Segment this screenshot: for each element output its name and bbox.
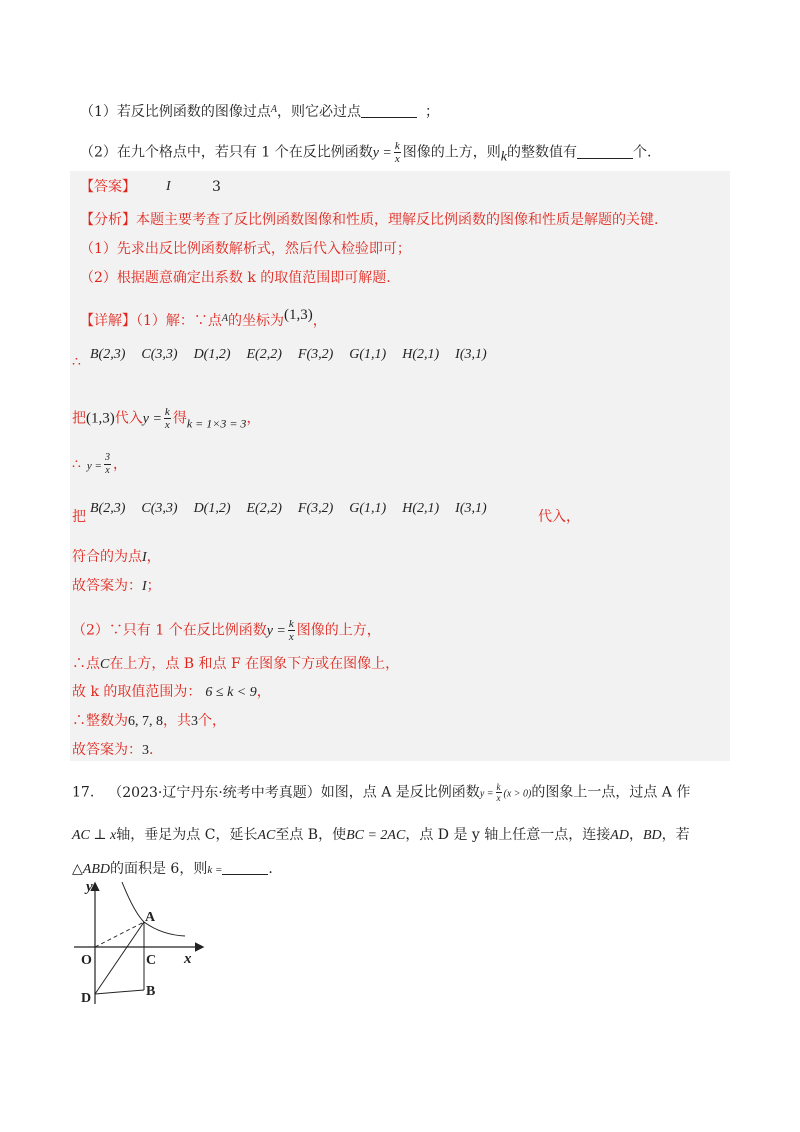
label-x: x bbox=[184, 951, 192, 967]
analysis-step-2: （2）根据题意确定出系数 k 的取值范围即可解题. bbox=[80, 270, 391, 286]
detail-line-11: ∴整数为6, 7, 8，共3个， bbox=[72, 713, 226, 729]
detail-therefore-1: ∴ bbox=[72, 354, 81, 370]
q17-line-2: AC ⊥ x轴，垂足为点 C，延长AC至点 B，使BC = 2AC，点 D 是 y 轴上任意一点，连接AD，BD，若 bbox=[72, 827, 690, 843]
q17-line-3: △ABD的面积是 6，则k = . bbox=[72, 861, 273, 877]
point-e: E(2,2) bbox=[246, 347, 282, 362]
points-list-1 bbox=[90, 346, 503, 364]
dashed-oa bbox=[95, 922, 144, 947]
detail-line-1: 【详解】（1）解：∵点$^A$的坐标为(1,3)， bbox=[80, 307, 327, 329]
point-a: A bbox=[270, 104, 278, 115]
detail-line-12: 故答案为：3. bbox=[72, 742, 154, 758]
detail-line-7: 故答案为：I； bbox=[72, 578, 161, 594]
label-o: O bbox=[81, 953, 92, 968]
detail-line-8: （2）∵只有 1 个在反比例函数y = $\frac{k}{x}$ 图像的上方， bbox=[72, 618, 381, 643]
q16-part2: （2）在九个格点中，若只有 1 个在反比例函数y = $\frac{k}{x}$ 图像的上方，则k的整数值有 个. bbox=[80, 140, 652, 165]
point-b: B(2,3) bbox=[90, 347, 126, 362]
detail-line-5-tail: 代入， bbox=[538, 509, 580, 525]
detail-line-3: 把(1,3)代入y = $\frac{k}{x}$ 得k = 1×3 = 3， bbox=[72, 406, 261, 431]
point-f: F(3,2) bbox=[297, 347, 334, 362]
fraction-k-over-x: $\frac{k}{x}$ bbox=[394, 140, 400, 165]
answer-1: I bbox=[166, 179, 171, 194]
segment-db bbox=[95, 990, 144, 994]
detail-line-5-lead: 把 bbox=[72, 509, 86, 525]
detail-line-4: ∴ y = $\frac{3}{x}$ ， bbox=[72, 452, 127, 476]
label-c: C bbox=[146, 953, 157, 968]
answer-2: 3 bbox=[212, 179, 221, 195]
q17-figure bbox=[72, 878, 212, 1008]
q17-line-1: 17. （2023·辽宁丹东·统考中考真题）如图，点 A 是反比例函数y = $\frac{k}{x}$ (x > 0)的图象上一点，过点 A 作 bbox=[72, 782, 691, 803]
segment-ad bbox=[95, 922, 144, 994]
detail-label: 【详解】 bbox=[80, 313, 136, 329]
q16-part1: （1）若反比例函数的图像过点$^A$，则它必过点 ； bbox=[80, 104, 440, 120]
label-d: D bbox=[81, 991, 92, 1006]
detail-line-9: ∴点C在上方，点 B 和点 F 在图象下方或在图像上， bbox=[72, 656, 400, 672]
q17-number: 17. bbox=[72, 784, 95, 801]
label-a: A bbox=[145, 910, 156, 925]
label-y: y bbox=[86, 879, 93, 895]
point-d: D(1,2) bbox=[193, 347, 231, 362]
label-b: B bbox=[146, 984, 156, 999]
hyperbola-curve bbox=[122, 882, 185, 936]
point-g: G(1,1) bbox=[349, 347, 387, 362]
detail-line-6: 符合的为点I， bbox=[72, 549, 161, 565]
q17-answer-blank[interactable] bbox=[222, 862, 268, 875]
answer-blank-1[interactable] bbox=[361, 105, 417, 118]
q17-source: （2023·辽宁丹东·统考中考真题） bbox=[108, 784, 321, 801]
answer-label: 【答案】 bbox=[80, 179, 136, 195]
point-c: C(3,3) bbox=[141, 347, 178, 362]
analysis-line: 【分析】本题主要考查了反比例函数图像和性质，理解反比例函数的图像和性质是解题的关键. bbox=[80, 212, 659, 228]
point-i: I(3,1) bbox=[455, 347, 487, 362]
points-list-2: B(2,3) C(3,3) D(1,2) E(2,2) F(3,2) G(1,1) H(2,1) I(3,1) bbox=[90, 501, 487, 516]
point-h: H(2,1) bbox=[402, 347, 440, 362]
answer-blank-2[interactable] bbox=[577, 146, 633, 159]
analysis-label: 【分析】 bbox=[80, 212, 136, 228]
analysis-step-1: （1）先求出反比例函数解析式，然后代入检验即可； bbox=[80, 241, 411, 257]
detail-line-10: 故 k 的取值范围为： 6 ≤ k < 9， bbox=[72, 684, 271, 700]
answer-line bbox=[80, 178, 136, 196]
